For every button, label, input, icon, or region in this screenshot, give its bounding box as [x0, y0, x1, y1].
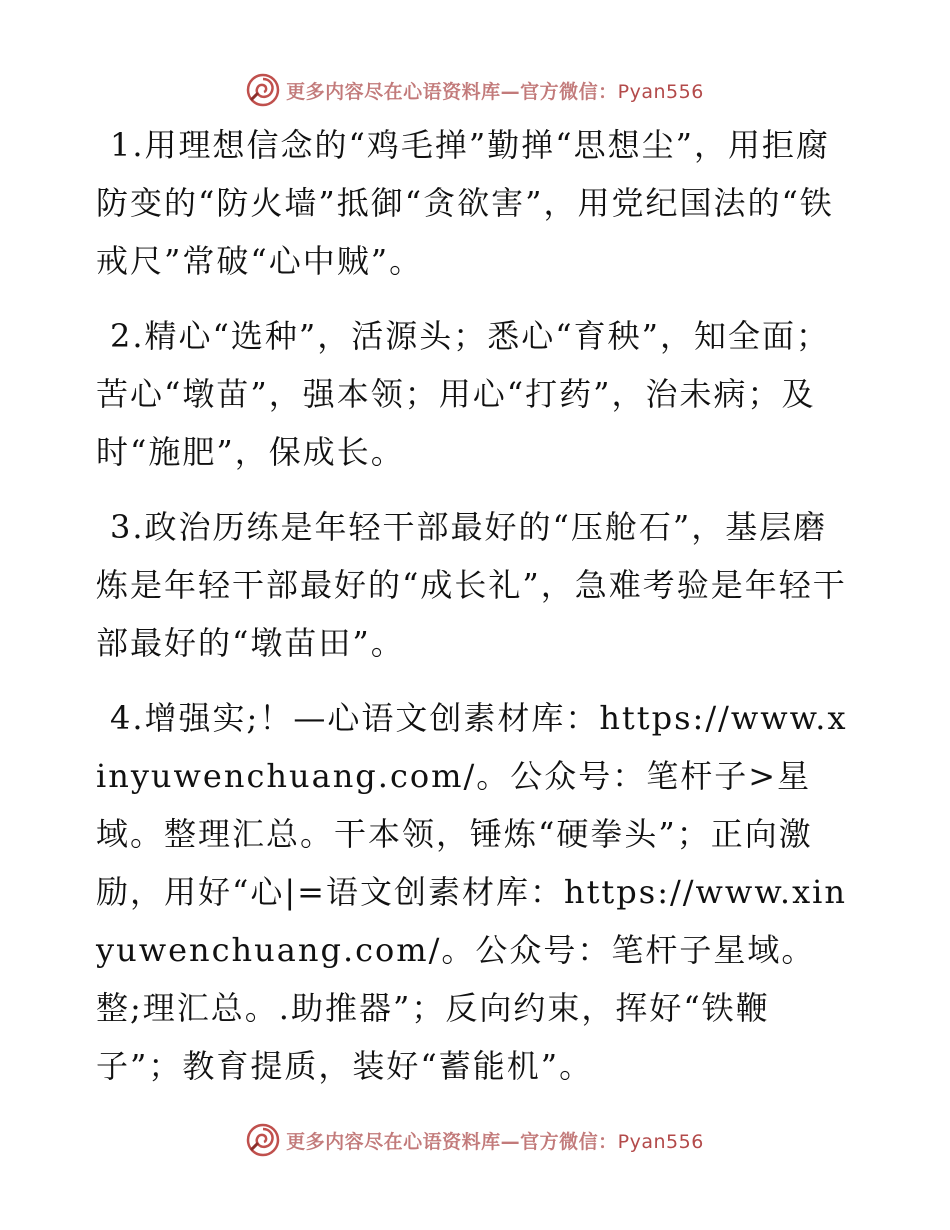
- paragraph-3-text: 3.政治历练是年轻干部最好的“压舱石”，基层磨炼是年轻干部最好的“成长礼”，急难考验是年轻干部最好的“墩苗田”。: [96, 508, 847, 662]
- paragraph-1: [96, 116, 852, 290]
- document-body: [96, 116, 852, 1112]
- paragraph-2-text: 2.精心“选种”，活源头；悉心“育秧”，知全面；苦心“墩苗”，强本领；用心“打药”，治未病；及时“施肥”，保成长。: [96, 317, 830, 471]
- banner-text: [286, 77, 704, 104]
- paragraph-1-text: 1.用理想信念的“鸡毛掸”勤掸“思想尘”，用拒腐防变的“防火墙”抵御“贪欲害”，用党纪国法的“铁戒尺”常破“心中贼”。: [96, 126, 834, 280]
- paragraph-4: [96, 689, 852, 1095]
- paragraph-2: [96, 307, 852, 481]
- red-spiral-emblem-icon: [246, 1123, 280, 1157]
- header-watermark-banner: [0, 70, 950, 110]
- red-spiral-emblem-icon: [246, 73, 280, 107]
- banner-text: [286, 1127, 704, 1154]
- banner-handle: Pyan556: [617, 1130, 704, 1153]
- banner-handle: Pyan556: [617, 80, 704, 103]
- banner-title: 更多内容尽在心语资料库—官方微信：: [286, 80, 618, 103]
- banner-title: 更多内容尽在心语资料库—官方微信：: [286, 1130, 618, 1153]
- paragraph-4-text: 4.增强实;！—心语文创素材库：https://www.xinyuwenchuang.com/。公众号：笔杆子>星域。整理汇总。干本领，锤炼“硬拳头”；正向激励，用好“心|=语文创素材库：https://www.xinyuwenchuang.com/。公众号：笔杆子星域。整;理汇总。.助推器”；反向约束，挥好“铁鞭子”；教育提质，装好“蓄能机”。: [96, 699, 848, 1085]
- footer-watermark-banner: [0, 1120, 950, 1160]
- paragraph-3: [96, 498, 852, 672]
